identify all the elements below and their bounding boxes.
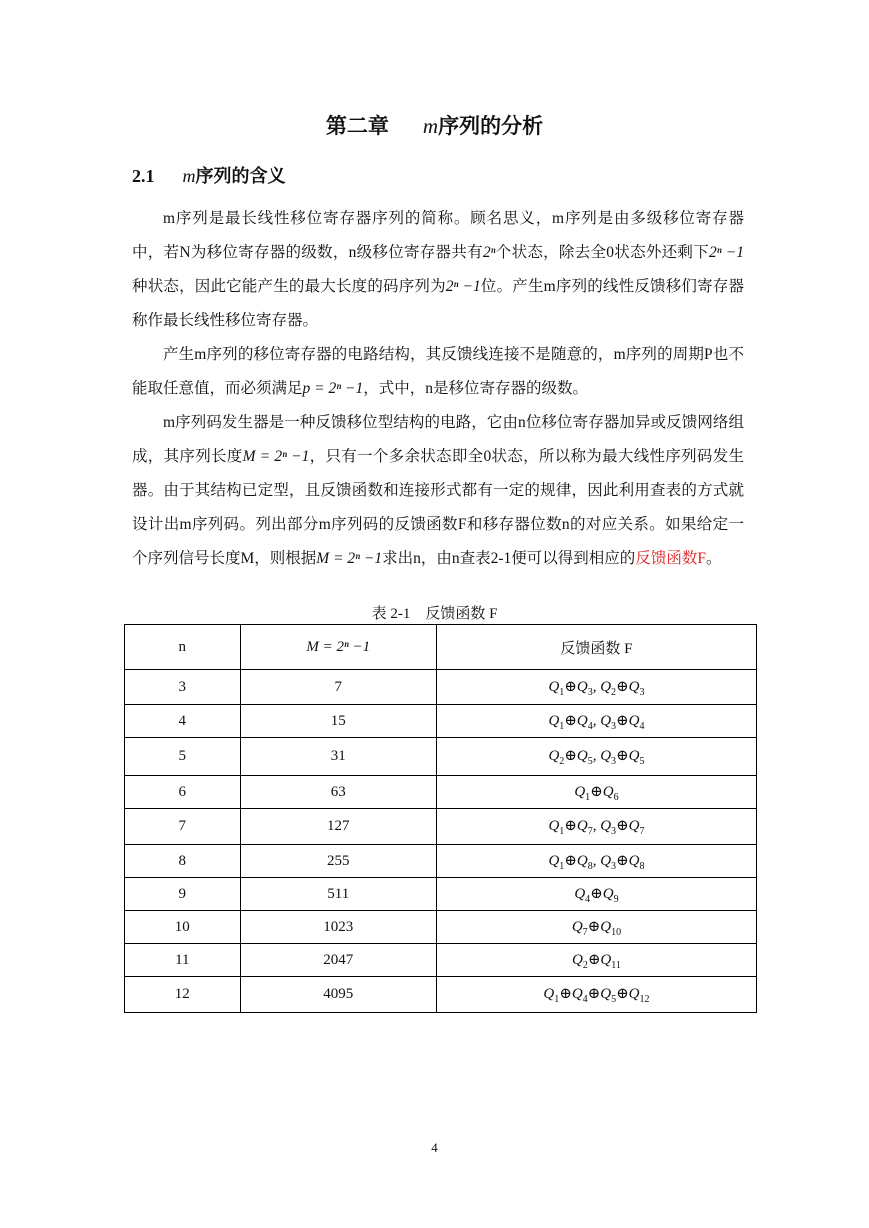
cell-m: 15 — [240, 705, 436, 738]
paragraph-1-text-d: 位。产生m序列的线性反馈移们寄存器称作最长线性移位寄存器。 — [132, 278, 744, 329]
paragraph-3-text-d: 。 — [705, 550, 722, 567]
cell-m: 7 — [240, 670, 436, 705]
cell-n: 8 — [125, 845, 241, 878]
table-row — [125, 911, 757, 944]
cell-feedback-function: $Q_4\oplus Q_9$ — [436, 878, 756, 911]
paragraph-3-text-b: ，只有一个多余状态即全0状态，所以称为最大线性序列码发生器。由于其结构已定型，且反馈函数和连接形式都有一定的规律，因此利用查表的方式就设计出m序列码。列出部分m序列码的反馈函数F和移存器位数n的对应关系。如果给定一个序列信号长度M，则根据 — [132, 448, 744, 567]
chapter-prefix: 第二章 — [325, 114, 389, 138]
paragraph-3-text-a: m序列码发生器是一种反馈移位型结构的电路，它由n位移位寄存器加异或反馈网络组成，其序列长度 — [132, 414, 744, 465]
formula-period: p = 2ⁿ −1 — [302, 380, 364, 397]
header-f: 反馈函数 F — [436, 625, 756, 670]
formula-2n: 2ⁿ — [482, 244, 496, 261]
cell-m: 511 — [240, 878, 436, 911]
table-row — [125, 670, 757, 705]
cell-n: 10 — [125, 911, 241, 944]
section-number: 2.1 — [132, 166, 155, 186]
cell-feedback-function: $Q_1\oplus Q_4$, $Q_3\oplus Q_4$ — [436, 705, 756, 738]
table-row — [125, 878, 757, 911]
cell-feedback-function: $Q_7\oplus Q_{10}$ — [436, 911, 756, 944]
table-header-row — [125, 625, 757, 670]
cell-n: 6 — [125, 776, 241, 809]
paragraph-3-text-c: 求出n，由n查表2-1便可以得到相应的 — [382, 550, 636, 567]
feedback-function-table — [124, 624, 757, 1013]
cell-n: 5 — [125, 738, 241, 776]
cell-n: 3 — [125, 670, 241, 705]
cell-m: 255 — [240, 845, 436, 878]
paragraph-1-text-c: 种状态，因此它能产生的最大长度的码序列为 — [132, 278, 446, 295]
header-n: n — [125, 625, 241, 670]
cell-feedback-function: $Q_1\oplus Q_8$, $Q_3\oplus Q_8$ — [436, 845, 756, 878]
cell-m: 1023 — [240, 911, 436, 944]
formula-2n-minus-1: 2ⁿ −1 — [708, 244, 744, 261]
header-m: M = 2ⁿ −1 — [240, 625, 436, 670]
cell-m: 63 — [240, 776, 436, 809]
paragraph-2-text-a: 产生m序列的移位寄存器的电路结构，其反馈线连接不是随意的，m序列的周期P也不能取任意值，而必须满足 — [132, 346, 744, 397]
cell-m: 127 — [240, 809, 436, 845]
cell-feedback-function: $Q_2\oplus Q_{11}$ — [436, 944, 756, 977]
paragraph-1-text-b: 个状态，除去全0状态外还剩下 — [495, 244, 709, 261]
cell-feedback-function: $Q_1\oplus Q_3$, $Q_2\oplus Q_3$ — [436, 670, 756, 705]
cell-n: 7 — [125, 809, 241, 845]
table-row — [125, 845, 757, 878]
table-caption: 表 2-1 反馈函数 F — [371, 606, 498, 622]
cell-n: 11 — [125, 944, 241, 977]
chapter-title — [0, 110, 869, 140]
paragraph-3 — [132, 406, 744, 576]
section-heading — [132, 162, 286, 188]
feedback-function-link: 反馈函数F — [635, 550, 706, 567]
chapter-title-text: 序列的分析 — [438, 114, 544, 138]
paragraph-2-text-b: ，式中，n是移位寄存器的级数。 — [363, 380, 588, 397]
cell-feedback-function: $Q_1\oplus Q_7$, $Q_3\oplus Q_7$ — [436, 809, 756, 845]
cell-m: 2047 — [240, 944, 436, 977]
section-m-symbol: m — [182, 166, 196, 186]
formula-length-b: M = 2ⁿ −1 — [316, 550, 383, 567]
cell-feedback-function: $Q_1\oplus Q_6$ — [436, 776, 756, 809]
cell-feedback-function: $Q_1\oplus Q_4\oplus Q_5\oplus Q_{12}$ — [436, 977, 756, 1013]
cell-m: 31 — [240, 738, 436, 776]
section-title-text: 序列的含义 — [195, 166, 286, 187]
formula-2n-minus-1-b: 2ⁿ −1 — [445, 278, 481, 295]
formula-length: M = 2ⁿ −1 — [242, 448, 310, 465]
table-row — [125, 809, 757, 845]
table-row — [125, 977, 757, 1013]
paragraph-2 — [132, 338, 744, 406]
chapter-m-symbol: m — [422, 114, 439, 138]
cell-n: 12 — [125, 977, 241, 1013]
cell-n: 9 — [125, 878, 241, 911]
paragraph-1 — [132, 202, 744, 338]
paragraph-1-text-a: m序列是最长线性移位寄存器序列的简称。顾名思义，m序列是由多级移位寄存器中，若N为移位寄存器的级数，n级移位寄存器共有 — [132, 210, 744, 261]
table-row — [125, 776, 757, 809]
table-row — [125, 738, 757, 776]
cell-m: 4095 — [240, 977, 436, 1013]
page-number: 4 — [431, 1140, 438, 1155]
table-row — [125, 705, 757, 738]
cell-n: 4 — [125, 705, 241, 738]
table-row — [125, 944, 757, 977]
cell-feedback-function: $Q_2\oplus Q_5$, $Q_3\oplus Q_5$ — [436, 738, 756, 776]
